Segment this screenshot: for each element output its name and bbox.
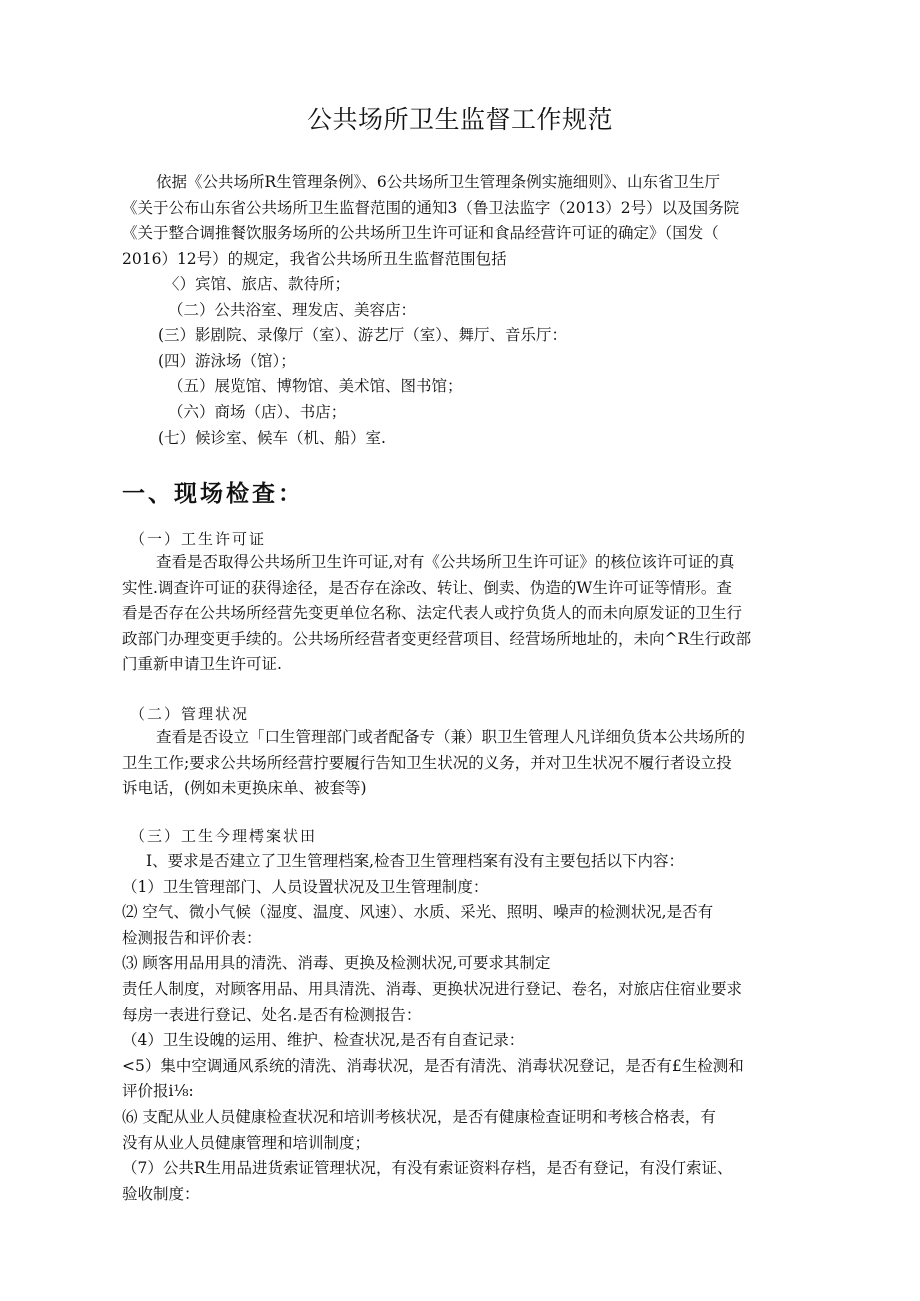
subsection-heading: （三）工生今理樗案状田 bbox=[130, 827, 318, 845]
text-line: 诉电话，(例如未更换床单、被套等) bbox=[122, 779, 367, 798]
text-line: ⑹ 支配从业人员健康检查状况和培训考核状况，是否有健康检查证明和考核合格表，有 bbox=[122, 1107, 716, 1126]
intro-line: 《关于整合调推餐饮服务场所的公共场所卫生许可证和食品经营许可证的确定》（国发（ bbox=[122, 224, 719, 243]
text-line: 看是否存在公共场所经营先变更单位名称、法定代表人或拧负货人的而未向原发证的卫生行 bbox=[122, 604, 743, 623]
list-item: (七）候诊室、候车（机、船）室. bbox=[158, 428, 386, 447]
document-title: 公共场所卫生监督工作规范 bbox=[306, 105, 613, 134]
list-item: (三）影剧院、录像厅（室）、游艺厅（室）、舞厅、音乐厅： bbox=[158, 326, 568, 345]
text-line: 卫生工作;要求公共场所经营拧要履行告知卫生状况的义务，并对卫生状况不履行者设立投 bbox=[122, 753, 732, 772]
text-line: ⑵ 空气、微小气候（湿度、温度、风速）、水质、采光、照明、噪声的检测状况,是否有 bbox=[122, 903, 714, 922]
intro-paragraph bbox=[122, 170, 802, 272]
section-heading: 一、现场检查： bbox=[122, 481, 304, 507]
text-line: ⑶ 顾客用品用具的清洗、消毒、更换及检测状况,可要求其制定 bbox=[122, 954, 551, 973]
text-line: （7）公共R生用品进货索证管理状况，有没有索证资料存档，是否有登记，有没仃索证、 bbox=[122, 1159, 733, 1178]
subsection-body bbox=[122, 550, 802, 678]
text-line: 评价报i⅛: bbox=[122, 1082, 194, 1101]
text-line: 查看是否设立「口生管理部门或者配备专（兼）职卫生管理人凡详细负货本公共场所的 bbox=[156, 728, 746, 746]
subsection-heading: （二）管理状况 bbox=[130, 705, 250, 723]
text-line: 实性.调查许可证的获得途径，是否存在涂改、转让、倒卖、伪造的W生许可证等情形。查 bbox=[122, 578, 732, 597]
list-item: (四）游泳场（馆）； bbox=[158, 351, 296, 370]
subsection-heading: （一）工生许可证 bbox=[130, 530, 267, 548]
text-line: 没有从业人员健康管理和培训制度； bbox=[122, 1133, 371, 1152]
list-item: 〈）宾馆、旅店、款待所； bbox=[164, 275, 351, 293]
text-line: I、要求是否建立了卫生管理档案,检杳卫生管理档案有没有主要包括以下内容： bbox=[146, 852, 685, 870]
text-line: 验收制度： bbox=[122, 1184, 200, 1203]
subsection-body bbox=[122, 849, 802, 1207]
list-item: （五）展览馆、博物馆、美术馆、图书馆； bbox=[168, 377, 463, 396]
intro-line: 依据《公共场所R生管理条例》、6公共场所卫生管理条例实施细则》、山东省卫生厅 bbox=[156, 173, 721, 191]
list-item: （二）公共浴室、理发店、美容店： bbox=[168, 300, 417, 319]
text-line: 门重新申请卫生许可证. bbox=[122, 655, 282, 674]
text-line: 查看是否取得公共场所卫生许可证,对有《公共场所卫生许可证》的核位该许可证的真 bbox=[156, 553, 735, 571]
intro-line: 2016）12号）的规定，我省公共场所丑生监督范围包括 bbox=[122, 249, 507, 268]
text-line: （4）卫生设魄的运用、维护、检查状况,是否有自查记录： bbox=[122, 1031, 525, 1050]
text-line: <5）集中空调通风系统的清洗、消毒状况，是否有清洗、消毒状况登记，是否有£生检测和 bbox=[122, 1056, 744, 1075]
text-line: 检测报告和评价表： bbox=[122, 928, 262, 947]
text-line: 责任人制度，对顾客用品、用具清洗、消毒、更换状况进行登记、卷名，对旅店住宿业要求 bbox=[122, 979, 743, 998]
text-line: 政部门办理变更手续的。公共场所经营者变更经营项目、经营场所地址的，未向^R生行政部 bbox=[122, 629, 752, 648]
scope-list bbox=[158, 272, 567, 451]
list-item: （六）商场（店）、书店； bbox=[168, 402, 347, 421]
subsection-body bbox=[122, 725, 802, 802]
text-line: （1）卫生管理部门、人员设置状况及卫生管理制度： bbox=[122, 877, 489, 896]
intro-line: 《关于公布山东省公共场所卫生监督范围的通知3（鲁卫法监字（2013）2号）以及国务院 bbox=[122, 198, 740, 217]
text-line: 每房一表进行登记、处名.是否有检测报告： bbox=[122, 1005, 422, 1024]
